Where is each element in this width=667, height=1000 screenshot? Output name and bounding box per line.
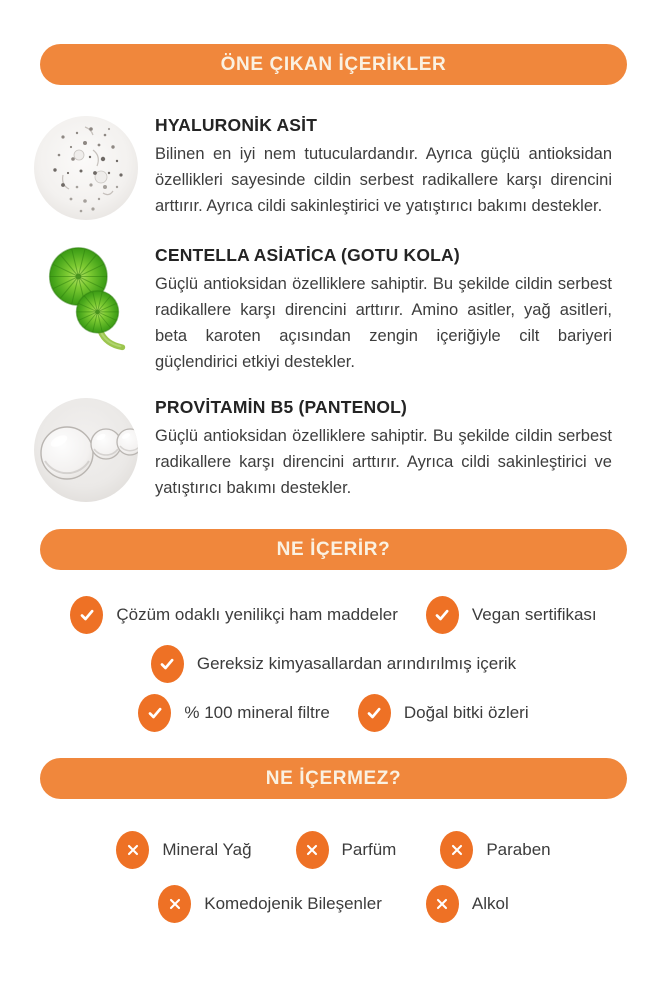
contains-item: [70, 596, 398, 634]
hyaluronic-acid-image: [33, 113, 139, 223]
excludes-header-label: NE İÇERMEZ?: [265, 767, 402, 789]
contains-item-label: Doğal bitki özleri: [403, 703, 529, 722]
ingredient-provitamin-b5: [0, 395, 667, 505]
check-badge: [138, 694, 171, 732]
check-badge: [358, 694, 391, 732]
contains-item: [151, 645, 516, 683]
x-icon: [447, 840, 467, 860]
contains-item-label: Çözüm odaklı yenilikçi ham maddeler: [116, 605, 398, 624]
excludes-item-label: Alkol: [471, 894, 509, 913]
x-badge: [296, 831, 329, 869]
contains-item-label: Vegan sertifikası: [471, 605, 597, 624]
check-icon: [77, 605, 97, 625]
x-icon: [123, 840, 143, 860]
ingredient-heading: PROVİTAMİN B5 (PANTENOL): [155, 397, 408, 417]
x-icon: [165, 894, 185, 914]
check-badge: [70, 596, 103, 634]
x-icon: [432, 894, 452, 914]
contains-header-label: NE İÇERİR?: [276, 538, 391, 560]
excludes-item-label: Paraben: [486, 840, 551, 859]
excludes-item: [158, 885, 382, 923]
excludes-item: [296, 831, 397, 869]
excludes-row: [0, 885, 667, 923]
contains-item: [358, 694, 529, 732]
check-badge: [151, 645, 184, 683]
ingredient-description: Bilinen en iyi nem tutuculardandır. Ayrıca güçlü antioksidan özellikleri sayesinde cildin serbest radikallere karşı direncini arttırır. Ayrıca cildi sakinleştirici ve yatıştırıcı bakımı destekler.: [155, 145, 612, 215]
excludes-row: [0, 831, 667, 869]
ingredient-hyaluronic-acid: [0, 113, 667, 223]
excludes-item: [426, 885, 509, 923]
ingredient-list: [0, 113, 667, 505]
excludes-header-pill: [40, 758, 627, 799]
x-badge: [116, 831, 149, 869]
excludes-item: [440, 831, 550, 869]
x-icon: [302, 840, 322, 860]
x-badge: [158, 885, 191, 923]
check-icon: [157, 654, 177, 674]
featured-header-label: ÖNE ÇIKAN İÇERİKLER: [220, 53, 447, 75]
contains-header-pill: [40, 529, 627, 570]
ingredient-heading: HYALURONİK ASİT: [155, 115, 318, 135]
check-icon: [364, 703, 384, 723]
contains-row: [0, 596, 667, 634]
ingredient-heading: CENTELLA ASİATİCA (GOTU KOLA): [155, 245, 460, 265]
contains-item-label: Gereksiz kimyasallardan arındırılmış içerik: [196, 654, 517, 673]
excludes-item-label: Mineral Yağ: [162, 840, 252, 859]
ingredient-description: Güçlü antioksidan özelliklere sahiptir. Bu şekilde cildin serbest radikallere karşı direncini arttırır. Ayrıca cildi sakinleştirici ve yatıştırıcı bakımı destekler.: [155, 427, 612, 497]
check-icon: [432, 605, 452, 625]
gel-bubbles-image: [33, 395, 139, 505]
check-badge: [426, 596, 459, 634]
x-badge: [426, 885, 459, 923]
excludes-item: [116, 831, 251, 869]
check-icon: [145, 703, 165, 723]
excludes-item-label: Parfüm: [341, 840, 397, 859]
excludes-item-label: Komedojenik Bileşenler: [204, 894, 382, 913]
contains-list: [0, 596, 667, 732]
contains-row: [0, 645, 667, 683]
contains-row: [0, 694, 667, 732]
centella-leaves-image: [33, 243, 139, 353]
featured-header-pill: [40, 44, 627, 85]
ingredient-centella-asiatica: [0, 243, 667, 375]
contains-item-label: % 100 mineral filtre: [184, 703, 330, 722]
excludes-list: [0, 831, 667, 923]
contains-item: [138, 694, 330, 732]
ingredient-description: Güçlü antioksidan özelliklere sahiptir. Bu şekilde cildin serbest radikallere karşı direncini arttırır. Amino asitler, yağ asitleri, beta karoten açısından zengin içeriğiyle cilt bariyeri güçlendirici etkiyi destekler.: [155, 275, 612, 371]
contains-item: [426, 596, 597, 634]
x-badge: [440, 831, 473, 869]
